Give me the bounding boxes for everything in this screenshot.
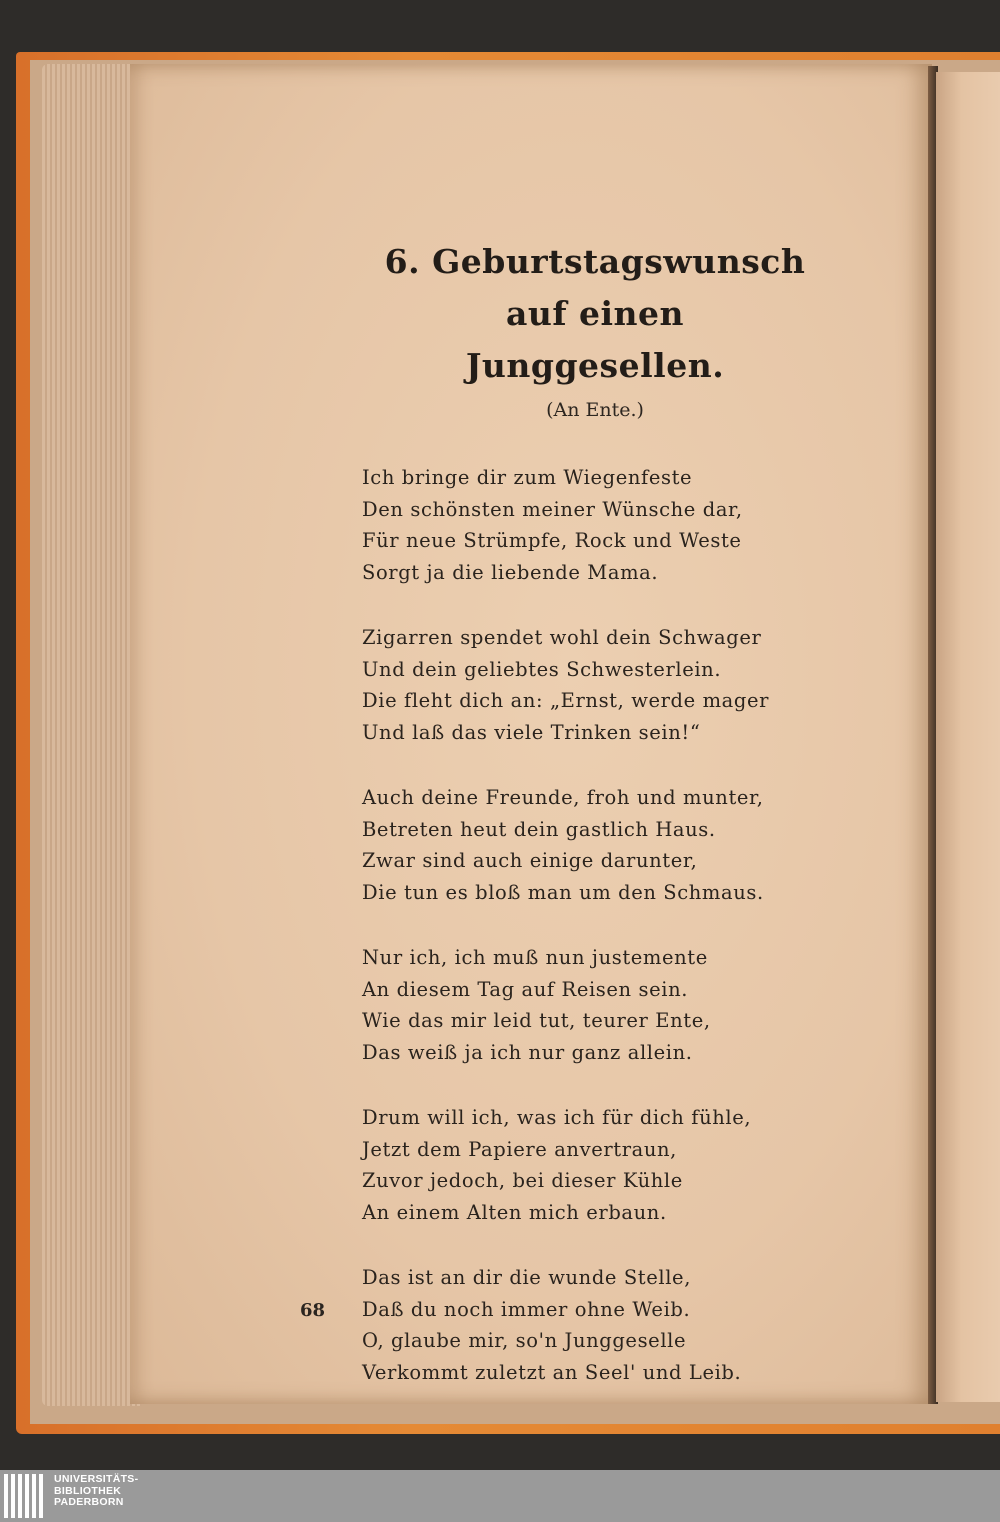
library-logo-line: UNIVERSITÄTS- [54,1473,139,1485]
stanza [362,462,830,588]
library-logo-line: PADERBORN [54,1496,124,1508]
library-logo-icon [4,1474,48,1518]
verse-line: Verkommt zuletzt an Seel' und Leib. [362,1360,742,1384]
page-content [360,236,830,1422]
poem-body [360,462,830,1388]
verse-line: Nur ich, ich muß nun justemente [362,946,708,969]
poem-title-line: 6. Geburtstagswunsch auf einen [384,242,806,333]
stanza [362,622,830,748]
verse-line: Ich bringe dir zum Wiegenfeste [362,466,693,489]
stanza [362,782,830,908]
library-footer [0,1470,1000,1522]
verse-line: Zwar sind auch einige darunter, [362,849,698,872]
verse-line: Und laß das viele Trinken sein!“ [362,720,701,744]
verse-line: Das ist an dir die wunde Stelle, [362,1266,692,1289]
verse-line: Auch deine Freunde, froh und munter, [362,786,764,809]
verse-line: Daß du noch immer ohne Weib. [362,1297,691,1321]
verse-line: Zigarren spendet wohl dein Schwager [362,626,762,649]
verse-line: Das weiß ja ich nur ganz allein. [362,1040,693,1064]
verse-line: Zuvor jedoch, bei dieser Kühle [362,1169,683,1192]
page-number: 68 [300,1300,326,1321]
verse-line: An diesem Tag auf Reisen sein. [362,977,689,1001]
verse-line: Drum will ich, was ich für dich fühle, [362,1106,752,1129]
library-logo-line: BIBLIOTHEK [54,1484,122,1497]
poem-dedication: (An Ente.) [546,399,644,421]
verse-line: Und dein geliebtes Schwesterlein. [362,657,722,681]
verse-line: Betreten heut dein gastlich Haus. [362,817,716,841]
stanza [362,1102,830,1228]
verse-line: An einem Alten mich erbaun. [362,1200,667,1224]
stanza [362,942,830,1068]
verse-line: Sorgt ja die liebende Mama. [362,560,659,584]
verse-line: Die tun es bloß man um den Schmaus. [362,880,764,904]
verse-line: Wie das mir leid tut, teurer Ente, [362,1009,711,1032]
verse-line: Den schönsten meiner Wünsche dar, [362,497,743,521]
verse-line: Jetzt dem Papiere anvertraun, [362,1137,677,1161]
facing-page-edge [936,72,1000,1402]
page-block-edge [42,64,142,1406]
stanza [362,1262,830,1388]
poem-title [360,236,830,392]
verse-line: O, glaube mir, so'n Junggeselle [362,1329,687,1352]
poem-title-line: Junggesellen. [465,346,725,385]
verse-line: Die fleht dich an: „Ernst, werde mager [362,689,770,712]
verse-line: Für neue Strümpfe, Rock und Weste [362,529,742,552]
library-logo-text [54,1474,138,1509]
